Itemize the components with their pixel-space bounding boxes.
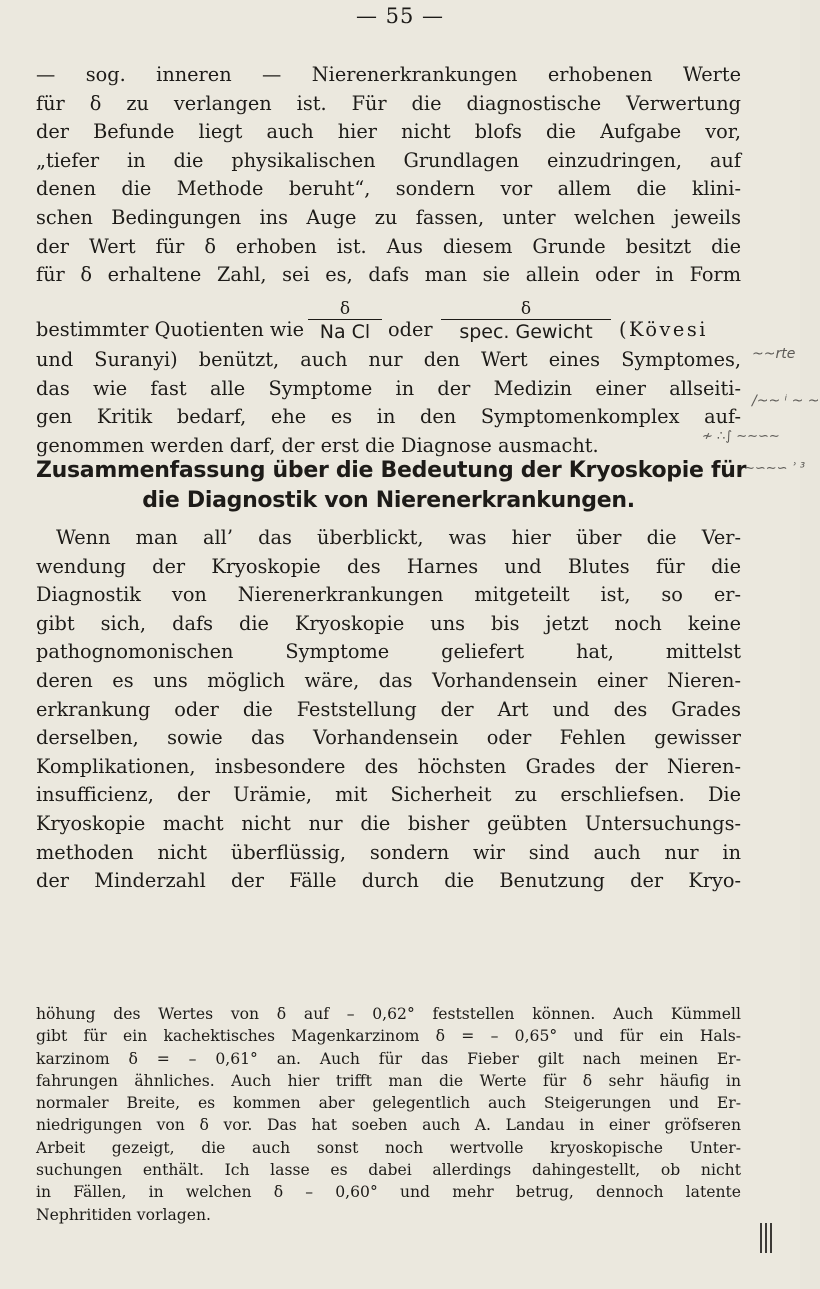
fraction-denominator: spec. Gewicht <box>459 321 593 343</box>
paragraph-2 <box>36 346 741 460</box>
footnote-line: Arbeit gezeigt, die auch sonst noch wertvolle kryoskopische Unter- <box>36 1138 741 1157</box>
paragraph-1 <box>36 61 741 290</box>
text-line: deren es uns möglich wäre, das Vorhandensein einer Nieren- <box>36 668 741 692</box>
fraction-delta-specific-gravity <box>441 300 611 344</box>
footnote-line: fahrungen ähnliches. Auch hier trifft man die Werte für δ sehr häufig in <box>36 1071 741 1090</box>
text-line: genommen werden darf, der erst die Diagnose ausmacht. <box>36 433 599 457</box>
text-line: denen die Methode beruht“, sondern vor allem die klini- <box>36 177 741 201</box>
text-line: das wie fast alle Symptome in der Medizin einer allseiti- <box>36 376 741 400</box>
text-line: insufficienz, der Urämie, mit Sicherheit zu erschliefsen. Die <box>36 783 741 807</box>
footnote-line: in Fällen, in welchen δ – 0,60° und mehr betrug, dennoch latente <box>36 1183 741 1202</box>
text-line: der Minderzahl der Fälle durch die Benutzung der Kryo- <box>36 869 741 893</box>
fraction-denominator: Na Cl <box>319 321 371 343</box>
section-heading <box>36 456 747 516</box>
text-line: der Befunde liegt auch hier nicht blofs die Aufgabe vor, <box>36 120 741 144</box>
fraction-delta-nacl <box>308 300 382 344</box>
text-line: schen Bedingungen ins Auge zu fassen, unter welchen jeweils <box>36 205 741 229</box>
paragraph-3 <box>36 524 741 896</box>
footnote-line: suchungen enthält. Ich lasse es dabei allerdings dahingestellt, ob nicht <box>36 1161 741 1180</box>
margin-annotation: /~~ ⁱ ~ ~ <box>752 393 820 409</box>
text-line: derselben, sowie das Vorhandensein oder Fehlen gewisser <box>36 726 741 750</box>
footnote-line: niedrigungen von δ vor. Das hat soeben auch A. Landau in einer gröfseren <box>36 1116 741 1135</box>
text-line: gen Kritik bedarf, ehe es in den Symptomenkomplex auf- <box>36 405 741 429</box>
text-line: Diagnostik von Nierenerkrankungen mitgeteilt ist, so er- <box>36 583 741 607</box>
heading-line-2: die Diagnostik von Nierenerkrankungen. <box>142 488 635 513</box>
text-line: Wenn man all’ das überblickt, was hier über die Ver- <box>56 526 741 549</box>
text-line: für δ zu verlangen ist. Für die diagnostische Verwertung <box>36 91 741 115</box>
text-line: der Wert für δ erhoben ist. Aus diesem Grunde besitzt die <box>36 234 741 258</box>
text-line: für δ erhaltene Zahl, sei es, dafs man sie allein oder in Form <box>36 263 741 287</box>
fraction-numerator: δ <box>308 300 382 320</box>
page-number: — 55 — <box>355 4 445 28</box>
heading-line-1: Zusammenfassung über die Bedeutung der Kryoskopie für <box>36 458 747 483</box>
text-line: — sog. inneren — Nierenerkrankungen erhobenen Werte <box>36 63 741 86</box>
text-line: erkrankung oder die Feststellung der Art und des Grades <box>36 697 741 721</box>
footnote-line: normaler Breite, es kommen aber gelegentlich auch Steigerungen und Er- <box>36 1094 741 1113</box>
footnote <box>36 1003 741 1226</box>
text-line: Komplikationen, insbesondere des höchsten Grades der Nieren- <box>36 754 741 778</box>
text-line: wendung der Kryoskopie des Harnes und Blutes für die <box>36 554 741 578</box>
margin-annotation: ~~rte <box>752 346 796 362</box>
formula-connector: oder <box>388 318 433 341</box>
text-line: Kryoskopie macht nicht nur die bisher geübten Untersuchungs- <box>36 811 741 835</box>
text-line: „tiefer in die physikalischen Grundlagen einzudringen, auf <box>36 148 741 172</box>
text-line: gibt sich, dafs die Kryoskopie uns bis jetzt noch keine <box>36 611 741 635</box>
formula-trail-text: (Kövesi <box>619 318 708 341</box>
footnote-line: Nephritiden vorlagen. <box>36 1205 211 1224</box>
fraction-numerator: δ <box>441 300 611 320</box>
text-line: pathognomonischen Symptome geliefert hat, mittelst <box>36 640 741 664</box>
margin-annotation: ∼∽∼∽ ʾ ³ <box>744 461 806 476</box>
formula-lead-text: bestimmter Quotienten wie <box>36 318 304 341</box>
text-line: und Suranyi) benützt, auch nur den Wert eines Symptomes, <box>36 348 741 371</box>
text-line: methoden nicht überflüssig, sondern wir sind auch nur in <box>36 840 741 864</box>
footnote-line: gibt für ein kachektisches Magenkarzinom δ = – 0,65° und für ein Hals- <box>36 1027 741 1046</box>
footnote-line: karzinom δ = – 0,61° an. Auch für das Fieber gilt nach meinen Er- <box>36 1049 741 1068</box>
margin-annotation: ≁ ∴∫ ∼∼∽∼ <box>702 429 780 444</box>
margin-mark-bars <box>760 1223 774 1253</box>
footnote-line: höhung des Wertes von δ auf – 0,62° feststellen können. Auch Kümmell <box>36 1005 741 1023</box>
